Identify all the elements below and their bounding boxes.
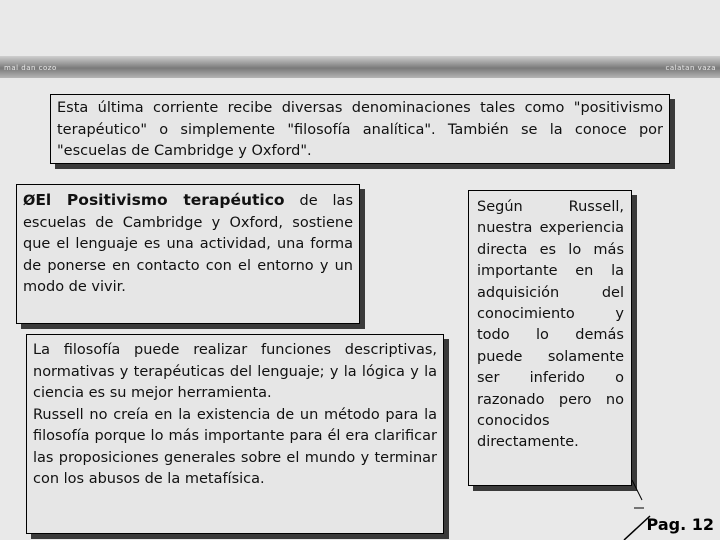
positivismo-text: de las escuelas de Cambridge y Oxford, sostiene que el lenguaje es una actividad, una forma de ponerse en contacto con el entorno y un modo de vivir. <box>23 193 353 295</box>
positivismo-lead: El Positivismo terapéutico <box>35 191 285 209</box>
russell-box <box>468 190 632 486</box>
intro-box <box>50 94 670 164</box>
bullet-arrow-icon: Ø <box>23 193 36 209</box>
page-number-area <box>620 470 720 540</box>
filosofia-box <box>26 334 444 534</box>
russell-text: Según Russell, nuestra experiencia directa es lo más importante en la adquisición del conocimiento y todo lo demás puede solamente ser inferido o razonado pero no conocidos directamente. <box>477 199 624 451</box>
positivismo-box <box>16 184 360 324</box>
header-left-text: mal dan cozo <box>4 64 57 72</box>
header-band <box>0 56 720 78</box>
filosofia-paragraph-2: Russell no creía en la existencia de un método para la filosofía porque lo más importante para él era clarificar las proposiciones generales sobre el mundo y terminar con los abusos de la metafísica. <box>33 406 437 487</box>
header-right-text: calatan vaza <box>665 64 716 72</box>
positivismo-paragraph <box>23 190 353 299</box>
intro-text: Esta última corriente recibe diversas denominaciones tales como "positivismo terapéutico" o simplemente "filosofía analítica". También se la conoce por "escuelas de Cambridge y Oxford". <box>57 100 663 159</box>
page-number: Pag. 12 <box>646 515 714 534</box>
filosofia-paragraph-1: La filosofía puede realizar funciones descriptivas, normativas y terapéuticas del lenguaje; y la lógica y la ciencia es su mejor herramienta. <box>33 342 437 401</box>
